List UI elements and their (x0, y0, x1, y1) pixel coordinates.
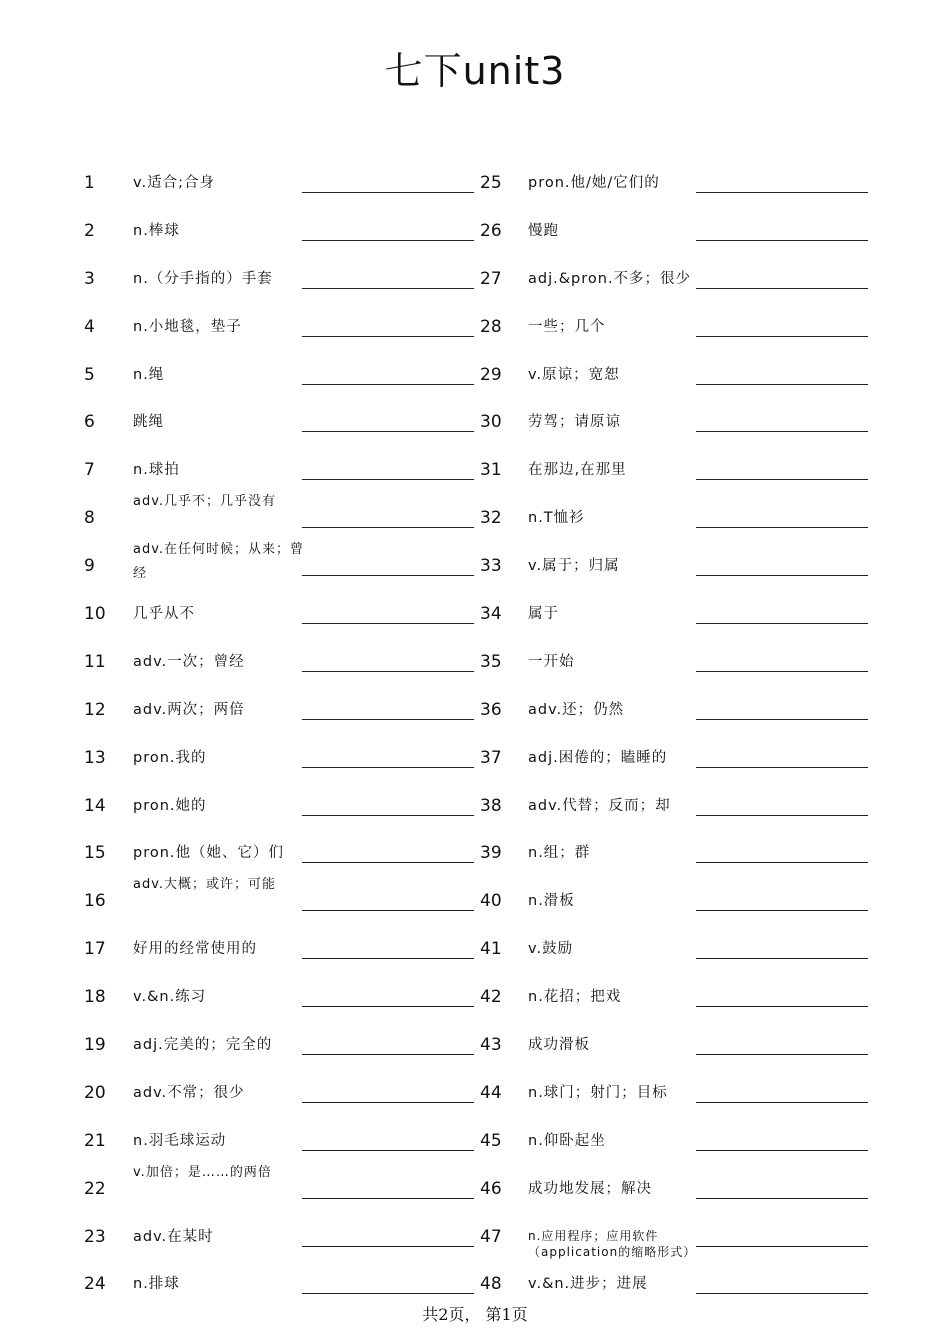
item-number: 5 (84, 364, 95, 385)
vocab-row (478, 781, 878, 829)
vocab-row (478, 206, 878, 254)
answer-blank[interactable] (302, 527, 474, 528)
answer-blank[interactable] (696, 527, 868, 528)
answer-blank[interactable] (302, 1150, 474, 1151)
item-number: 20 (84, 1082, 106, 1103)
definition-text: 跳绳 (133, 414, 164, 431)
item-number: 15 (84, 843, 106, 864)
definition-text: n.排球 (133, 1276, 180, 1293)
item-number: 22 (84, 1178, 106, 1199)
item-number: 43 (480, 1035, 502, 1056)
item-number: 32 (480, 508, 502, 529)
definition-text: adv.一次；曾经 (133, 653, 245, 670)
vocab-row (478, 541, 878, 589)
answer-blank[interactable] (696, 623, 868, 624)
vocab-row (84, 1020, 484, 1068)
vocab-row (84, 972, 484, 1020)
right-column (478, 158, 878, 1307)
vocab-row (478, 158, 878, 206)
item-number: 14 (84, 795, 106, 816)
vocab-row (84, 589, 484, 637)
answer-blank[interactable] (696, 240, 868, 241)
definition-text: v.原谅；宽恕 (528, 366, 620, 383)
vocab-row (478, 302, 878, 350)
definition-text: v.鼓励 (528, 941, 574, 958)
vocab-row (84, 1212, 484, 1260)
definition-text: 劳驾；请原谅 (528, 414, 621, 431)
item-number: 16 (84, 891, 106, 912)
answer-blank[interactable] (696, 862, 868, 863)
vocab-row (478, 1020, 878, 1068)
vocab-row (478, 876, 878, 924)
definition-text: 好用的经常使用的 (133, 941, 257, 958)
answer-blank[interactable] (696, 767, 868, 768)
definition-text: 成功滑板 (528, 1037, 590, 1054)
vocab-row (478, 972, 878, 1020)
item-number: 25 (480, 173, 502, 193)
answer-blank[interactable] (302, 815, 474, 816)
definition-text: adv.在某时 (133, 1228, 214, 1245)
answer-blank[interactable] (302, 671, 474, 672)
definition-text: 属于 (528, 606, 559, 623)
item-number: 26 (480, 220, 502, 241)
vocab-row (478, 397, 878, 445)
item-number: 42 (480, 987, 502, 1008)
vocab-row (84, 541, 484, 589)
vocab-row (84, 1259, 484, 1307)
answer-blank[interactable] (302, 1198, 474, 1199)
vocab-row (478, 493, 878, 541)
answer-blank[interactable] (696, 1246, 868, 1247)
item-number: 30 (480, 412, 502, 433)
definition-text: n.（分手指的）手套 (133, 270, 273, 287)
answer-blank[interactable] (696, 575, 868, 576)
item-number: 34 (480, 604, 502, 625)
vocab-row (84, 254, 484, 302)
definition-text: 成功地发展；解决 (528, 1180, 652, 1197)
answer-blank[interactable] (302, 767, 474, 768)
item-number: 38 (480, 795, 502, 816)
item-number: 17 (84, 939, 106, 960)
item-number: 19 (84, 1035, 106, 1056)
definition-text: n.羽毛球运动 (133, 1132, 227, 1149)
definition-text: n.绳 (133, 366, 165, 383)
answer-blank[interactable] (302, 1293, 474, 1294)
definition-text: adv.还；仍然 (528, 701, 625, 718)
item-number: 37 (480, 747, 502, 768)
definition-text: v.&n.练习 (133, 989, 207, 1006)
definition-text: v.属于；归属 (528, 558, 620, 575)
definition-text: adj.&pron.不多；很少 (528, 270, 692, 287)
item-number: 6 (84, 412, 95, 433)
answer-blank[interactable] (696, 1150, 868, 1151)
definition-text: pron.她的 (133, 797, 207, 814)
vocab-row (478, 685, 878, 733)
vocab-row (84, 397, 484, 445)
vocab-row (478, 1116, 878, 1164)
answer-blank[interactable] (302, 862, 474, 863)
vocab-row (478, 350, 878, 398)
answer-blank[interactable] (302, 575, 474, 576)
answer-blank[interactable] (302, 288, 474, 289)
definition-text: n.应用程序；应用软件（application的缩略形式） (528, 1228, 697, 1259)
definition-text: 在那边,在那里 (528, 462, 627, 479)
vocab-row (84, 1116, 484, 1164)
answer-blank[interactable] (696, 1006, 868, 1007)
definition-text: n.仰卧起坐 (528, 1132, 606, 1149)
definition-text: v.加倍；是……的两倍 (133, 1164, 272, 1180)
item-number: 10 (84, 604, 106, 625)
vocab-row (84, 733, 484, 781)
definition-text: n.组；群 (528, 845, 591, 862)
vocab-row (84, 1068, 484, 1116)
vocab-row (84, 1164, 484, 1212)
answer-blank[interactable] (696, 671, 868, 672)
answer-blank[interactable] (696, 815, 868, 816)
item-number: 18 (84, 987, 106, 1008)
item-number: 4 (84, 316, 95, 337)
answer-blank[interactable] (696, 336, 868, 337)
item-number: 27 (480, 268, 502, 289)
item-number: 3 (84, 268, 95, 289)
vocab-row (84, 302, 484, 350)
vocab-row (478, 1259, 878, 1307)
vocab-row (478, 1212, 878, 1260)
definition-text: adv.在任何时候；从来；曾经 (133, 542, 305, 582)
answer-blank[interactable] (696, 1198, 868, 1199)
answer-blank[interactable] (302, 336, 474, 337)
answer-blank[interactable] (696, 192, 868, 193)
item-number: 1 (84, 173, 95, 193)
answer-blank[interactable] (302, 1006, 474, 1007)
definition-text: adv.不常；很少 (133, 1084, 245, 1101)
answer-blank[interactable] (302, 910, 474, 911)
vocab-row (478, 828, 878, 876)
page-footer: 共2页， 第1页 (422, 1305, 528, 1324)
answer-blank[interactable] (696, 1102, 868, 1103)
vocab-row (84, 445, 484, 493)
definition-text: pron.我的 (133, 749, 207, 766)
definition-text: pron.他（她、它）们 (133, 845, 285, 862)
item-number: 21 (84, 1130, 106, 1151)
item-number: 24 (84, 1274, 106, 1295)
definition-text: n.球门；射门；目标 (528, 1084, 668, 1101)
item-number: 36 (480, 699, 502, 720)
answer-blank[interactable] (696, 479, 868, 480)
definition-text: adv.两次；两倍 (133, 701, 245, 718)
item-number: 39 (480, 843, 502, 864)
item-number: 7 (84, 460, 95, 481)
definition-text: adj.困倦的；瞌睡的 (528, 749, 668, 766)
answer-blank[interactable] (302, 1246, 474, 1247)
item-number: 31 (480, 460, 502, 481)
item-number: 12 (84, 699, 106, 720)
item-number: 9 (84, 556, 95, 577)
item-number: 47 (480, 1226, 502, 1247)
vocab-row (478, 733, 878, 781)
vocab-row (84, 493, 484, 541)
definition-text: v.适合;合身 (133, 175, 215, 191)
vocab-row (478, 445, 878, 493)
answer-blank[interactable] (302, 431, 474, 432)
item-number: 40 (480, 891, 502, 912)
left-column (84, 158, 484, 1307)
vocab-row (84, 876, 484, 924)
vocab-row (478, 1164, 878, 1212)
answer-blank[interactable] (302, 240, 474, 241)
answer-blank[interactable] (302, 623, 474, 624)
item-number: 8 (84, 508, 95, 529)
item-number: 35 (480, 651, 502, 672)
definition-text: 一些；几个 (528, 318, 606, 335)
vocab-row (478, 924, 878, 972)
item-number: 44 (480, 1082, 502, 1103)
answer-blank[interactable] (696, 384, 868, 385)
item-number: 29 (480, 364, 502, 385)
answer-blank[interactable] (696, 431, 868, 432)
item-number: 13 (84, 747, 106, 768)
answer-blank[interactable] (302, 479, 474, 480)
item-number: 33 (480, 556, 502, 577)
vocab-row (478, 1068, 878, 1116)
definition-text: n.球拍 (133, 462, 180, 479)
definition-text: adj.完美的；完全的 (133, 1037, 273, 1054)
definition-text: adv.代替；反而；却 (528, 797, 671, 814)
definition-text: 慢跑 (528, 222, 559, 239)
item-number: 48 (480, 1274, 502, 1295)
page-title: 七下unit3 (384, 49, 566, 93)
vocab-row (84, 158, 484, 206)
answer-blank[interactable] (302, 192, 474, 193)
answer-blank[interactable] (696, 910, 868, 911)
vocab-row (84, 781, 484, 829)
vocab-row (84, 206, 484, 254)
answer-blank[interactable] (696, 1293, 868, 1294)
vocab-row (478, 254, 878, 302)
answer-blank[interactable] (696, 288, 868, 289)
definition-text: 一开始 (528, 653, 575, 670)
item-number: 46 (480, 1178, 502, 1199)
item-number: 28 (480, 316, 502, 337)
item-number: 45 (480, 1130, 502, 1151)
definition-text: pron.他/她/它们的 (528, 175, 660, 191)
vocab-row (84, 685, 484, 733)
item-number: 41 (480, 939, 502, 960)
vocab-row (84, 924, 484, 972)
item-number: 23 (84, 1226, 106, 1247)
answer-blank[interactable] (302, 1102, 474, 1103)
definition-text: n.棒球 (133, 222, 180, 239)
answer-blank[interactable] (302, 384, 474, 385)
definition-text: adv.几乎不；几乎没有 (133, 494, 277, 510)
answer-blank[interactable] (302, 958, 474, 959)
answer-blank[interactable] (302, 1054, 474, 1055)
definition-text: 几乎从不 (133, 606, 195, 623)
answer-blank[interactable] (696, 719, 868, 720)
answer-blank[interactable] (696, 1054, 868, 1055)
vocab-row (478, 589, 878, 637)
definition-text: n.花招；把戏 (528, 989, 622, 1006)
item-number: 2 (84, 220, 95, 241)
answer-blank[interactable] (302, 719, 474, 720)
definition-text: adv.大概；或许；可能 (133, 877, 277, 893)
definition-text: n.小地毯，垫子 (133, 318, 242, 335)
item-number: 11 (84, 651, 106, 672)
vocab-row (84, 350, 484, 398)
vocab-row (84, 828, 484, 876)
vocab-row (84, 637, 484, 685)
vocab-row (478, 637, 878, 685)
answer-blank[interactable] (696, 958, 868, 959)
definition-text: n.滑板 (528, 893, 575, 910)
definition-text: n.T恤衫 (528, 510, 585, 527)
definition-text: v.&n.进步；进展 (528, 1276, 648, 1293)
